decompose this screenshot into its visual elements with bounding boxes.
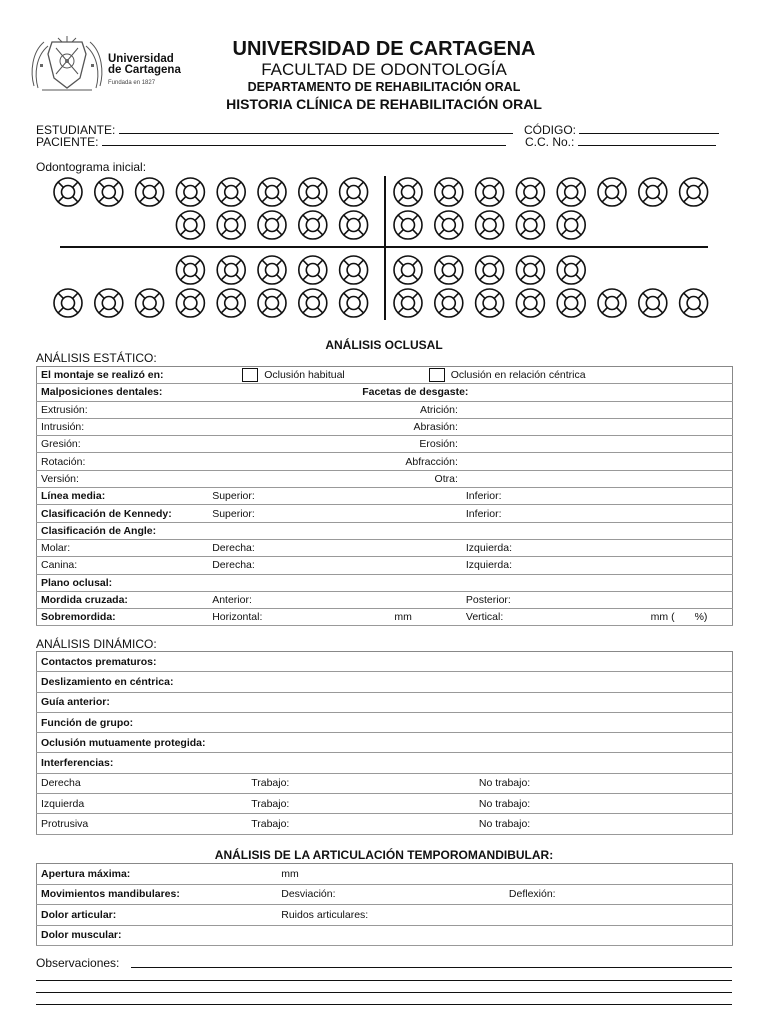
table-row (37, 814, 733, 834)
answer-cell[interactable] (462, 453, 733, 470)
static-analysis-table (36, 366, 733, 626)
tooth-diagram[interactable] (258, 256, 286, 284)
interference-work: Trabajo: (247, 773, 475, 793)
molar-label: Molar: (37, 539, 209, 556)
kennedy-label: Clasificación de Kennedy: (37, 505, 209, 522)
interference-side: Protrusiva (37, 814, 248, 834)
department-name: DEPARTAMENTO DE REHABILITACIÓN ORAL (247, 80, 521, 94)
malposition-item: Gresión: (37, 436, 209, 453)
tooth-diagram[interactable] (476, 256, 504, 284)
patient-field (36, 135, 506, 149)
tooth-diagram[interactable] (394, 256, 422, 284)
tooth-diagram[interactable] (516, 211, 544, 239)
tooth-diagram[interactable] (476, 289, 504, 317)
joint-pain-label: Dolor articular: (37, 905, 278, 926)
logo-line-3: Fundada en 1827 (108, 80, 156, 86)
centric-checkbox[interactable] (429, 368, 445, 382)
table-row (37, 453, 733, 470)
tooth-diagram[interactable] (340, 289, 368, 317)
tooth-diagram[interactable] (299, 211, 327, 239)
centric-label: Oclusión en relación céntrica (450, 368, 586, 381)
malposition-item: Extrusión: (37, 401, 209, 418)
tooth-diagram[interactable] (639, 178, 667, 206)
anterior-guide-label: Guía anterior: (37, 692, 733, 712)
tooth-diagram[interactable] (476, 178, 504, 206)
habitual-checkbox[interactable] (242, 368, 258, 382)
tooth-diagram[interactable] (394, 178, 422, 206)
vertical-unit: mm ( (650, 611, 675, 624)
tooth-diagram[interactable] (258, 289, 286, 317)
centric-slide-label: Deslizamiento en céntrica: (37, 672, 733, 692)
answer-cell[interactable] (462, 401, 733, 418)
molar-right: Derecha: (208, 539, 462, 556)
interference-side: Derecha (37, 773, 248, 793)
deviation-label: Desviación: (277, 884, 505, 905)
max-opening-unit: mm (277, 864, 505, 885)
canine-label: Canina: (37, 557, 209, 574)
table-row (37, 652, 733, 672)
interference-work: Trabajo: (247, 794, 475, 814)
habitual-label: Oclusión habitual (264, 368, 345, 381)
student-label: ESTUDIANTE: (36, 123, 116, 137)
table-row (37, 418, 733, 435)
dynamic-analysis-table (36, 651, 733, 835)
answer-cell[interactable] (462, 436, 733, 453)
overbite-horizontal (208, 609, 462, 626)
tooth-diagram[interactable] (435, 256, 463, 284)
static-analysis-label: ANÁLISIS ESTÁTICO: (36, 351, 157, 365)
tooth-diagram[interactable] (95, 289, 123, 317)
canine-right: Derecha: (208, 557, 462, 574)
table-row (37, 591, 733, 608)
midline-label: Línea media: (37, 488, 209, 505)
tooth-diagram[interactable] (217, 211, 245, 239)
group-function-label: Función de grupo: (37, 712, 733, 732)
faculty-name: FACULTAD DE ODONTOLOGÍA (261, 60, 507, 79)
malposition-item: Rotación: (37, 453, 209, 470)
tooth-diagram[interactable] (258, 211, 286, 239)
code-label: CÓDIGO: (524, 123, 577, 137)
observations-line[interactable] (36, 980, 732, 981)
tooth-diagram[interactable] (299, 289, 327, 317)
table-row (37, 557, 733, 574)
facet-item: Atrición: (208, 401, 462, 418)
code-input-line[interactable] (579, 123, 719, 134)
table-row (37, 773, 733, 793)
interference-side: Izquierda (37, 794, 248, 814)
malposition-item: Intrusión: (37, 418, 209, 435)
cc-input-line[interactable] (578, 135, 716, 146)
tooth-diagram[interactable] (340, 211, 368, 239)
interference-nowork: No trabajo: (475, 814, 733, 834)
horizontal-unit: mm (394, 611, 412, 624)
table-row (37, 367, 733, 384)
tooth-diagram[interactable] (516, 178, 544, 206)
kennedy-superior: Superior: (208, 505, 462, 522)
tooth-diagram[interactable] (516, 289, 544, 317)
tooth-diagram[interactable] (136, 289, 164, 317)
table-row (37, 712, 733, 732)
tooth-diagram[interactable] (557, 289, 585, 317)
overbite-vertical-unit (647, 609, 733, 626)
facet-item: Abrasión: (208, 418, 462, 435)
tooth-diagram[interactable] (516, 256, 544, 284)
tooth-diagram[interactable] (476, 211, 504, 239)
mount-label: El montaje se realizó en: (37, 367, 209, 384)
facet-item: Otra: (208, 470, 462, 487)
facet-item: Abfracción: (208, 453, 462, 470)
table-row (37, 470, 733, 487)
tooth-diagram[interactable] (217, 178, 245, 206)
mutual-protection-label: Oclusión mutuamente protegida: (37, 733, 733, 753)
tooth-diagram[interactable] (54, 178, 82, 206)
table-row (37, 692, 733, 712)
tooth-diagram[interactable] (598, 178, 626, 206)
dynamic-analysis-label: ANÁLISIS DINÁMICO: (36, 637, 157, 651)
table-row (37, 505, 733, 522)
tooth-diagram[interactable] (557, 211, 585, 239)
tooth-diagram[interactable] (680, 289, 708, 317)
tooth-diagram[interactable] (340, 256, 368, 284)
logo-line-2: de Cartagena (108, 64, 181, 76)
tooth-diagram[interactable] (394, 289, 422, 317)
table-row (37, 609, 733, 626)
overbite-label: Sobremordida: (37, 609, 209, 626)
table-row (37, 905, 733, 926)
interferences-label: Interferencias: (37, 753, 733, 773)
overbite-vertical: Vertical: (462, 609, 647, 626)
document-header (0, 0, 768, 130)
interference-nowork: No trabajo: (475, 773, 733, 793)
tmj-table (36, 863, 733, 946)
observations-label: Observaciones: (36, 956, 120, 970)
table-row (37, 864, 733, 885)
table-row (37, 574, 733, 591)
occlusal-plane-label: Plano oclusal: (37, 574, 733, 591)
logo-line-1: Universidad (108, 53, 174, 65)
tooth-diagram[interactable] (680, 178, 708, 206)
tooth-diagram[interactable] (557, 178, 585, 206)
canine-left: Izquierda: (462, 557, 647, 574)
table-row (37, 539, 733, 556)
tooth-diagram[interactable] (176, 211, 204, 239)
table-row (37, 733, 733, 753)
percent-unit: %) (694, 611, 708, 624)
angle-label: Clasificación de Angle: (37, 522, 733, 539)
max-opening-label: Apertura máxima: (37, 864, 278, 885)
joint-noises-label: Ruidos articulares: (277, 905, 505, 926)
patient-label: PACIENTE: (36, 135, 99, 149)
crossbite-label: Mordida cruzada: (37, 591, 209, 608)
table-row (37, 753, 733, 773)
horizontal-label: Horizontal: (212, 611, 263, 624)
mandibular-movements-label: Movimientos mandibulares: (37, 884, 278, 905)
premature-contacts-label: Contactos prematuros: (37, 652, 733, 672)
tooth-diagram[interactable] (54, 289, 82, 317)
observations-line[interactable] (36, 1004, 732, 1005)
interference-work: Trabajo: (247, 814, 475, 834)
tooth-diagram[interactable] (435, 211, 463, 239)
table-row (37, 522, 733, 539)
tooth-diagram[interactable] (258, 178, 286, 206)
observations-line[interactable] (36, 992, 732, 993)
student-input-line[interactable] (119, 123, 513, 134)
muscle-pain-label: Dolor muscular: (37, 925, 733, 946)
cc-label: C.C. No.: (525, 135, 575, 149)
tooth-diagram[interactable] (136, 178, 164, 206)
table-row (37, 488, 733, 505)
table-row (37, 384, 733, 401)
malposition-label: Malposiciones dentales: (37, 384, 209, 401)
tooth-diagram[interactable] (435, 289, 463, 317)
tooth-diagram[interactable] (176, 289, 204, 317)
tooth-diagram[interactable] (217, 256, 245, 284)
tooth-diagram[interactable] (299, 178, 327, 206)
tooth-diagram[interactable] (217, 289, 245, 317)
observations-line[interactable] (131, 967, 732, 968)
answer-cell[interactable] (462, 418, 733, 435)
midline-inferior: Inferior: (462, 488, 647, 505)
university-name: UNIVERSIDAD DE CARTAGENA (232, 38, 536, 60)
odontogram-label: Odontograma inicial: (36, 160, 147, 174)
table-row (37, 436, 733, 453)
patient-input-line[interactable] (102, 135, 506, 146)
table-row (37, 401, 733, 418)
molar-left: Izquierda: (462, 539, 647, 556)
table-row (37, 794, 733, 814)
answer-cell[interactable] (462, 470, 733, 487)
table-row (37, 884, 733, 905)
midline-superior: Superior: (208, 488, 462, 505)
cc-field (525, 135, 716, 149)
tooth-diagram[interactable] (299, 256, 327, 284)
crossbite-posterior: Posterior: (462, 591, 647, 608)
tooth-diagram[interactable] (435, 178, 463, 206)
tooth-diagram[interactable] (394, 211, 422, 239)
interference-nowork: No trabajo: (475, 794, 733, 814)
tooth-diagram[interactable] (176, 178, 204, 206)
table-row (37, 672, 733, 692)
tooth-diagram[interactable] (95, 178, 123, 206)
tooth-diagram[interactable] (598, 289, 626, 317)
tooth-diagram[interactable] (639, 289, 667, 317)
tooth-diagram[interactable] (176, 256, 204, 284)
table-row (37, 925, 733, 946)
occlusal-title: ANÁLISIS OCLUSAL (325, 338, 443, 352)
facets-label: Facetas de desgaste: (208, 384, 646, 401)
tmj-title: ANÁLISIS DE LA ARTICULACIÓN TEMPOROMANDIBULAR: (214, 848, 554, 862)
crossbite-anterior: Anterior: (208, 591, 462, 608)
tooth-diagram[interactable] (340, 178, 368, 206)
form-title: HISTORIA CLÍNICA DE REHABILITACIÓN ORAL (226, 96, 542, 112)
mount-options (208, 367, 646, 384)
tooth-diagram[interactable] (557, 256, 585, 284)
malposition-item: Versión: (37, 470, 209, 487)
kennedy-inferior: Inferior: (462, 505, 647, 522)
deflection-label: Deflexión: (505, 884, 733, 905)
facet-item: Erosión: (208, 436, 462, 453)
